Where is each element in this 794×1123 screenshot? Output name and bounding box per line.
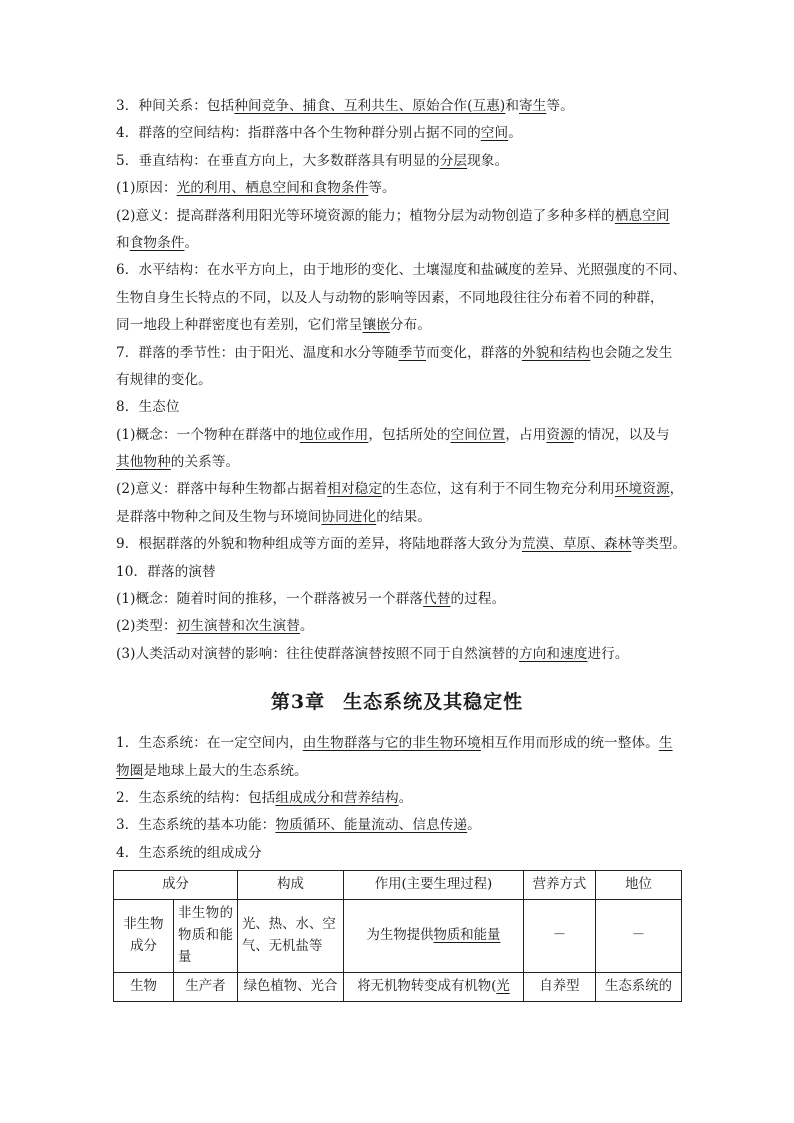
- text-line: [116, 476, 684, 503]
- text-segment: 。: [184, 234, 199, 251]
- table-row: [114, 900, 682, 973]
- text-segment: 分布。: [389, 317, 431, 334]
- text-segment: 也会随之发生: [590, 344, 673, 361]
- underlined-term: 由生物群落与它的非生物环境: [302, 735, 481, 752]
- table-cell: [238, 973, 344, 1002]
- text-line: [116, 203, 678, 230]
- table-cell: [344, 900, 524, 973]
- cell-text: 绿色植物、光合: [243, 979, 338, 995]
- table-cell: －: [596, 900, 682, 973]
- section-community: [116, 93, 687, 668]
- text-segment: 是地球上最大的生态系统。: [143, 762, 308, 779]
- text-segment: 的关系等。: [170, 454, 240, 471]
- text-segment: 3．生态系统的基本功能：: [116, 817, 276, 834]
- text-line: [116, 175, 678, 202]
- underlined-term: 分层: [439, 152, 468, 169]
- text-segment: (2)意义：提高群落利用阳光等环境资源的能力；植物分层为动物创造了多种多样的: [116, 207, 615, 224]
- text-line: [116, 840, 678, 867]
- text-line: [116, 257, 687, 284]
- underlined-term: 协同进化: [321, 508, 377, 525]
- text-segment: 4．生态系统的组成成分: [116, 844, 262, 861]
- table-cell: [596, 973, 682, 1002]
- chapter-number: 第3章: [270, 691, 326, 714]
- cell-text: 将无机物转变成有机物(: [357, 979, 497, 995]
- table-cell: [114, 973, 174, 1002]
- text-segment: 等类型。: [631, 536, 687, 553]
- chapter-title: 生态系统及其稳定性: [343, 691, 524, 714]
- text-segment: 。: [398, 789, 413, 806]
- text-segment: (1)概念：一个物种在群落中的: [116, 426, 300, 443]
- text-line: [116, 120, 678, 147]
- underlined-term: 资源: [546, 426, 574, 443]
- text-segment: 的生态位，这有利于不同生物充分利用: [382, 481, 615, 498]
- text-segment: 。: [299, 618, 314, 635]
- table-cell: [524, 973, 596, 1002]
- text-segment: 生物自身生长特点的不同，以及人与动物的影响等因素，不同地段往往分布着不同的种群，: [116, 289, 664, 306]
- cell-text-underlined: 物质和能量: [433, 928, 501, 944]
- header-cell: 成分: [114, 871, 238, 900]
- underlined-term: 食物条件: [129, 234, 185, 251]
- text-line: [116, 812, 678, 839]
- underlined-term: 物圈: [116, 762, 144, 779]
- underlined-term: 空间: [480, 125, 509, 142]
- table-row: [114, 973, 682, 1002]
- text-segment: 等。: [546, 98, 574, 114]
- text-segment: (2)类型：: [116, 618, 177, 635]
- underlined-term: 其他物种: [116, 454, 171, 471]
- underlined-term: 外貌和结构: [521, 344, 591, 361]
- cell-text: 生物: [130, 979, 157, 995]
- table-cell: 非生物成分: [114, 900, 174, 973]
- underlined-term: 光的利用、栖息空间和食物条件: [176, 180, 369, 197]
- table-cell: [344, 973, 524, 1002]
- underlined-term: 空间位置: [450, 426, 506, 443]
- text-segment: 8．生态位: [116, 399, 180, 416]
- underlined-term: 栖息空间: [614, 207, 670, 224]
- underlined-term: 季节: [398, 344, 427, 361]
- underlined-term: 种间竞争、捕食、互利共生、原始合作(互惠): [234, 98, 506, 114]
- text-segment: 进行。: [587, 645, 629, 662]
- cell-text-underlined: 光: [496, 979, 510, 995]
- underlined-term: 相对稳定: [327, 481, 383, 498]
- underlined-term: 代替: [423, 591, 451, 608]
- text-line: [116, 422, 678, 449]
- text-segment: ，: [669, 481, 684, 498]
- text-segment: 相互作用而形成的统一整体。: [480, 735, 659, 752]
- table-cell: 非生物的物质和能量: [174, 900, 238, 973]
- header-cell: 营养方式: [524, 871, 596, 900]
- text-segment: 的过程。: [450, 591, 506, 608]
- text-line: [116, 340, 678, 367]
- text-line: [116, 367, 678, 394]
- table-header-row: [114, 871, 682, 900]
- cell-text: 生产者: [185, 979, 226, 995]
- text-line: [116, 531, 687, 558]
- underlined-term: 镶嵌: [362, 317, 390, 334]
- underlined-term: 初生演替和次生演替: [176, 618, 300, 635]
- text-line: [116, 285, 678, 312]
- underlined-term: 寄生: [519, 98, 547, 114]
- section-ecosystem: [116, 730, 678, 867]
- text-segment: 现象。: [467, 152, 509, 169]
- text-segment: 同一地段上种群密度也有差别，它们常呈: [116, 317, 363, 334]
- ecosystem-components-table: [113, 870, 682, 1002]
- underlined-term: 荒漠、草原、森林: [521, 536, 632, 553]
- underlined-term: 地位或作用: [299, 426, 369, 443]
- chapter-heading: [116, 686, 678, 718]
- text-line: [116, 504, 678, 531]
- text-line: [116, 641, 678, 668]
- text-segment: 2．生态系统的结构：包括: [116, 789, 276, 806]
- text-segment: (2)意义：群落中每种生物都占据着: [116, 481, 328, 498]
- text-segment: 3．种间关系：包括: [116, 98, 235, 114]
- text-segment: ，包括所处的: [368, 426, 451, 443]
- text-segment: (1)概念：随着时间的推移，一个群落被另一个群落: [116, 591, 424, 608]
- text-segment: 4．群落的空间结构：指群落中各个生物种群分别占据不同的: [116, 125, 481, 142]
- underlined-term: 生: [658, 735, 673, 752]
- header-cell: 地位: [596, 871, 682, 900]
- text-segment: 9．根据群落的外貌和物种组成等方面的差异，将陆地群落大致分为: [116, 536, 522, 553]
- text-segment: 1．生态系统：在一定空间内，: [116, 735, 303, 752]
- table-cell: －: [524, 900, 596, 973]
- underlined-term: 组成成分和营养结构: [275, 789, 399, 806]
- text-line: [116, 613, 678, 640]
- text-line: [116, 148, 678, 175]
- text-segment: 。: [467, 817, 481, 834]
- text-segment: 5．垂直结构：在垂直方向上，大多数群落具有明显的: [116, 152, 440, 169]
- cell-text: 为生物提供: [366, 928, 434, 944]
- text-segment: 。: [508, 125, 522, 142]
- text-line: [116, 230, 678, 257]
- text-segment: 6．水平结构：在水平方向上，由于地形的变化、土壤湿度和盐碱度的差异、光照强度的不同、: [116, 262, 687, 279]
- header-cell: 作用(主要生理过程): [344, 871, 524, 900]
- text-segment: 7．群落的季节性：由于阳光、温度和水分等随: [116, 344, 399, 361]
- text-segment: 有规律的变化。: [116, 371, 212, 388]
- text-line: [116, 394, 678, 421]
- text-segment: 的结果。: [376, 508, 431, 525]
- table-cell: [174, 973, 238, 1002]
- underlined-term: 环境资源: [614, 481, 670, 498]
- cell-text: 自养型: [539, 979, 580, 995]
- text-segment: (1)原因：: [116, 180, 177, 197]
- text-segment: (3)人类活动对演替的影响：往往使群落演替按照不同于自然演替的: [116, 645, 519, 662]
- text-line: [116, 785, 678, 812]
- text-line: [116, 312, 678, 339]
- text-segment: 是群落中物种之间及生物与环境间: [116, 508, 322, 525]
- underlined-term: 方向和速度: [518, 645, 588, 662]
- text-line: [116, 730, 678, 757]
- text-segment: 而变化，群落的: [426, 344, 522, 361]
- text-line: [116, 449, 678, 476]
- cell-text: 生态系统的: [605, 979, 672, 995]
- text-segment: 等。: [368, 180, 396, 197]
- text-line: [116, 586, 678, 613]
- text-segment: 和: [505, 98, 520, 114]
- text-line: [116, 559, 678, 586]
- text-segment: 的情况，以及与: [573, 426, 670, 443]
- document-page: [116, 93, 687, 1002]
- text-segment: 和: [116, 234, 130, 251]
- text-segment: ，占用: [505, 426, 547, 443]
- underlined-term: 物质循环、能量流动、信息传递: [275, 817, 468, 834]
- text-line: [116, 93, 678, 120]
- header-cell: 构成: [238, 871, 344, 900]
- table-cell: 光、热、水、空气、无机盐等: [238, 900, 344, 973]
- text-line: [116, 758, 678, 785]
- text-segment: 10．群落的演替: [116, 563, 216, 580]
